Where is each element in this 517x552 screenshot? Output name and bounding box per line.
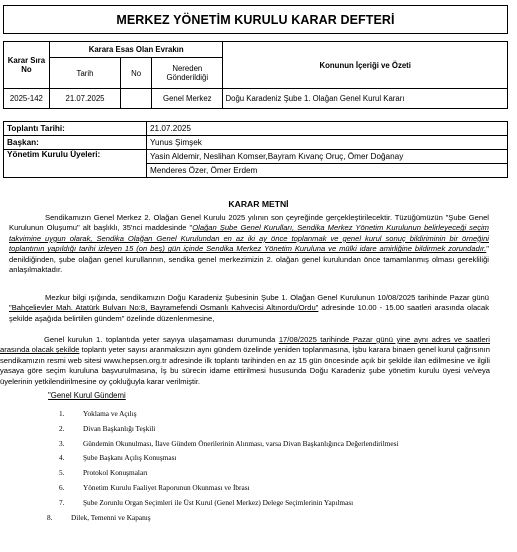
- members-line-2: Menderes Özer, Ömer Erdem: [147, 164, 508, 178]
- paragraph-1: [9, 213, 489, 275]
- members-label: Yönetim Kurulu Üyeleri:: [4, 150, 147, 178]
- p1-outro: " denildiğinden, şube olağan genel kurullarının, sendika genel merkezimizin 2. olağan genel kurulundan önce tamamlanmış olması gerekliliği anlaşılmaktadır.: [9, 244, 489, 275]
- meeting-date-value: 21.07.2025: [147, 122, 508, 136]
- p3-outro: toplantı yeter sayısı aranmaksızın aynı gündem özelinde yeniden toplanmasına, İşbu karara binaen genel kurul çağrısının sendikamızın resmi web sitesi www.hepsen.org.tr adresinde ilk toplantı tarihinden en az 15 gün öncesinde açık bir şekilde ilan edilmesine ve ilgili yasaya göre seçim kuruluna başvurulmasına, İş bu sürecin idame ettirilmesi hususunda Doğu Karadeniz şube yönetim kurulu üyesi ve/veya üyelerinin yetkilendirilmesine oy çokluğuyla karar verilmiştir.: [0, 345, 490, 386]
- col-basis-document: Karara Esas Olan Evrakın: [49, 42, 223, 58]
- cell-date: 21.07.2025: [49, 89, 120, 109]
- agenda-item: 1. Yoklama ve Açılış: [59, 409, 137, 418]
- p2-intro: Mezkur bilgi ışığında, sendikamızın Doğu Karadeniz Şubesinin Şube 1. Olağan Genel Kurulunun 10/08/2025 tarihinde Pazar günü: [45, 293, 489, 302]
- subcol-date: Tarih: [49, 58, 120, 89]
- decision-heading: KARAR METNİ: [228, 199, 289, 209]
- cell-doc-no: [121, 89, 152, 109]
- cell-summary: Doğu Karadeniz Şube 1. Olağan Genel Kurul Kararı: [223, 89, 508, 109]
- register-table: [3, 41, 508, 109]
- col-decision-no: Karar Sıra No: [4, 42, 50, 89]
- p3-intro: Genel kurulun 1. toplantıda yeter sayıya ulaşamaması durumunda: [44, 335, 279, 344]
- p1-quote: Olağan Şube Genel Kurulları, Sendika Merkez Yönetim Kurulunun belirleyeceği seçim takvimine uygun olarak, Sendika Olağan Genel Kurulundan en az iki ay önce toplanmak ve genel kurul sonuç bildiriminin bir örneğini toplantının yapıldığı tarihi izleyen 15 (on beş) gün içinde Sendika Merkez Yönetim Kuruluna ve mülki idare amirliğine bildirmek zorundadır.: [9, 223, 490, 254]
- chair-value: Yunus Şimşek: [147, 136, 508, 150]
- agenda-item: 2. Divan Başkanlığı Teşkili: [59, 423, 156, 433]
- agenda-item: 6. Yönetim Kurulu Faaliyet Raporunun Okunması ve İbrası: [59, 482, 250, 492]
- members-line-1: Yasin Aldemir, Neslihan Komser,Bayram Kıvanç Oruç, Ömer Doğanay: [147, 150, 508, 164]
- agenda-item: 4. Şube Başkanı Açılış Konuşması: [59, 453, 177, 463]
- cell-decision-no: 2025-142: [4, 89, 50, 109]
- paragraph-2: [9, 293, 489, 324]
- meeting-info-table: [3, 121, 508, 178]
- agenda-item: 8. Dilek, Temenni ve Kapanış: [47, 512, 151, 522]
- agenda-item: 7. Şube Zorunlu Organ Seçimleri ile Üst Kurul (Genel Merkez) Delege Seçimlerinin Yapılması: [59, 497, 354, 507]
- agenda-list: [47, 407, 399, 525]
- cell-from: Genel Merkez: [152, 89, 223, 109]
- paragraph-3: [0, 335, 490, 387]
- subcol-no: No: [121, 58, 152, 89]
- subcol-from: Nereden Gönderildiği: [152, 58, 223, 89]
- p2-place: "Bahçelievler Mah. Atatürk Bulvarı No:8, Bayramefendi Osmanlı Kahvecisi Altınordu/Ordu": [9, 303, 319, 313]
- chair-label: Başkan:: [4, 136, 147, 150]
- meeting-date-label: Toplantı Tarihi:: [4, 122, 147, 136]
- p1-intro: Sendikamızın Genel Merkez 2. Olağan Genel Kurulu 2025 yılının son çeyreğinde gerçekleştirilecektir. Tüzüğümüzün "Şube Genel Kurulunun Oluşumu" alt başlıklı, 35'nci maddesinde ": [9, 213, 489, 233]
- agenda-item: 3. Gündemin Okunulması, İlave Gündem Önerilerinin Alınması, varsa Divan Başkanlığınca Değerlendirilmesi: [59, 438, 399, 448]
- p2-outro: adresinde 10.00 - 15.00 saatleri arasında olacak şekilde aşağıda belirtilen gündem" özelinde düzenlenmesine,: [9, 303, 489, 323]
- agenda-item: 5. Protokol Konuşmaları: [59, 468, 148, 478]
- document-title: MERKEZ YÖNETİM KURULU KARAR DEFTERİ: [3, 5, 508, 34]
- p3-underlined: 17/08/2025 tarihinde Pazar günü yine aynı adres ve saatleri arasında olacak şekilde: [0, 335, 490, 355]
- agenda-title: "Genel Kurul Gündemi: [48, 391, 126, 400]
- col-content-summary: Konunun İçeriği ve Özeti: [223, 42, 508, 89]
